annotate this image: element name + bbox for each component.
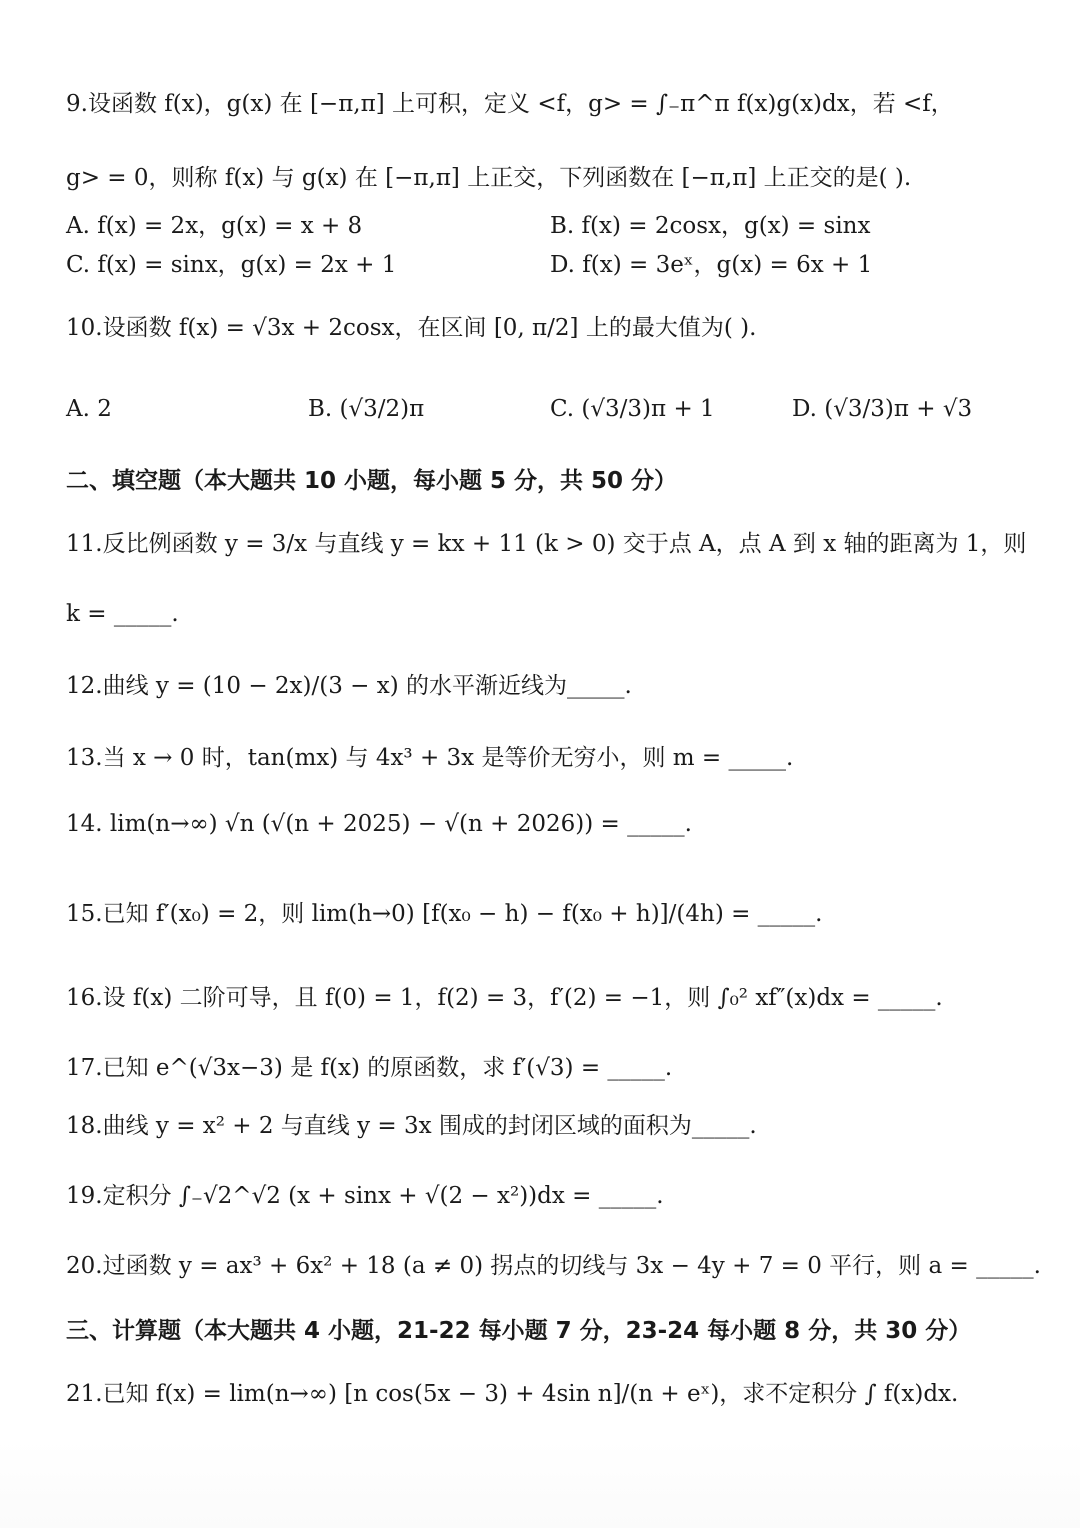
- question-9-line-2: g> = 0，则称 f(x) 与 g(x) 在 [−π,π] 上正交，下列函数在 [−π,π] 上正交的是( ).: [66, 165, 912, 191]
- question-9-option-b: B. f(x) = 2cosx，g(x) = sinx: [550, 213, 871, 239]
- question-11-line-1: 11.反比例函数 y = 3/x 与直线 y = kx + 11 (k > 0) 交于点 A，点 A 到 x 轴的距离为 1，则: [66, 531, 1027, 557]
- question-10-option-a: A. 2: [66, 396, 112, 422]
- question-19: 19.定积分 ∫₋√2^√2 (x + sinx + √(2 − x²))dx = _____.: [66, 1183, 664, 1209]
- section-3-heading: 三、计算题（本大题共 4 小题，21-22 每小题 7 分，23-24 每小题 8 分，共 30 分）: [66, 1318, 972, 1344]
- question-15: 15.已知 f′(x₀) = 2，则 lim(h→0) [f(x₀ − h) − f(x₀ + h)]/(4h) = _____.: [66, 901, 823, 927]
- page-bottom-margin: [0, 1440, 1080, 1528]
- question-10-line-1: 10.设函数 f(x) = √3x + 2cosx，在区间 [0, π/2] 上的最大值为( ).: [66, 315, 757, 341]
- section-2-heading: 二、填空题（本大题共 10 小题，每小题 5 分，共 50 分）: [66, 468, 678, 494]
- question-11-line-2: k = _____.: [66, 601, 179, 627]
- question-9-option-c: C. f(x) = sinx，g(x) = 2x + 1: [66, 252, 397, 278]
- question-9-option-d: D. f(x) = 3eˣ，g(x) = 6x + 1: [550, 252, 873, 278]
- question-16: 16.设 f(x) 二阶可导，且 f(0) = 1，f(2) = 3，f′(2) = −1，则 ∫₀² xf″(x)dx = _____.: [66, 985, 943, 1011]
- question-10-option-d: D. (√3/3)π + √3: [792, 396, 973, 422]
- question-10-option-c: C. (√3/3)π + 1: [550, 396, 715, 422]
- question-17: 17.已知 e^(√3x−3) 是 f(x) 的原函数，求 f′(√3) = _____.: [66, 1055, 673, 1081]
- question-9-option-a: A. f(x) = 2x，g(x) = x + 8: [66, 213, 363, 239]
- question-14: 14. lim(n→∞) √n (√(n + 2025) − √(n + 2026)) = _____.: [66, 811, 692, 837]
- question-13: 13.当 x → 0 时，tan(mx) 与 4x³ + 3x 是等价无穷小，则 m = _____.: [66, 745, 794, 771]
- question-21: 21.已知 f(x) = lim(n→∞) [n cos(5x − 3) + 4sin n]/(n + eˣ)，求不定积分 ∫ f(x)dx.: [66, 1381, 959, 1407]
- question-12: 12.曲线 y = (10 − 2x)/(3 − x) 的水平渐近线为_____.: [66, 673, 632, 699]
- question-9-line-1: 9.设函数 f(x)，g(x) 在 [−π,π] 上可积，定义 <f，g> = ∫₋π^π f(x)g(x)dx，若 <f，: [66, 91, 954, 117]
- question-10-option-b: B. (√3/2)π: [308, 396, 425, 422]
- question-18: 18.曲线 y = x² + 2 与直线 y = 3x 围成的封闭区域的面积为_____.: [66, 1113, 757, 1139]
- question-20: 20.过函数 y = ax³ + 6x² + 18 (a ≠ 0) 拐点的切线与 3x − 4y + 7 = 0 平行，则 a = _____.: [66, 1253, 1041, 1279]
